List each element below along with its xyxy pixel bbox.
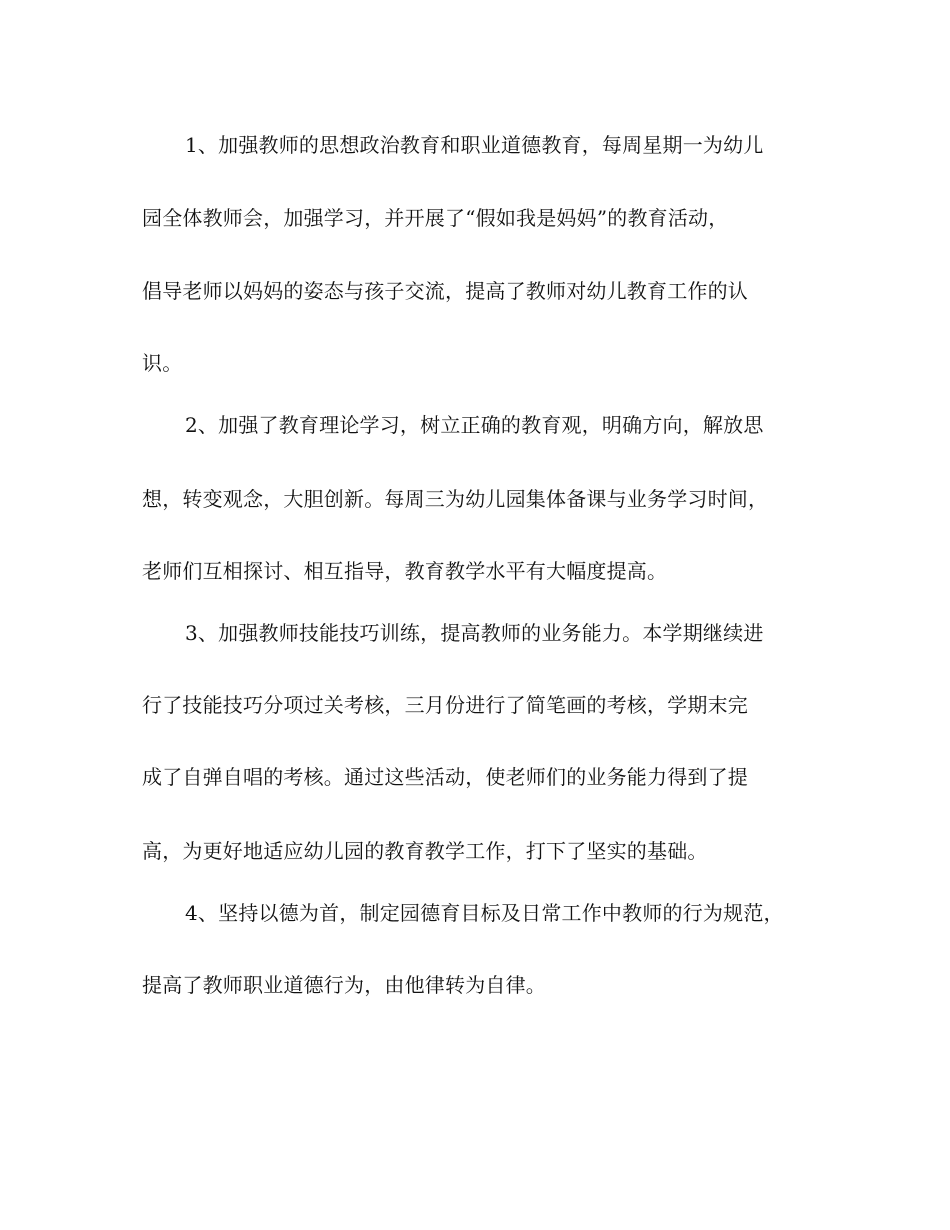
paragraph-line: 2、加强了教育理论学习，树立正确的教育观，明确方向，解放思	[185, 413, 764, 437]
paragraph-line: 倡导老师以妈妈的姿态与孩子交流，提高了教师对幼儿教育工作的认	[142, 279, 748, 303]
paragraph-line: 成了自弹自唱的考核。通过这些活动，使老师们的业务能力得到了提	[142, 765, 748, 789]
paragraph-line: 3、加强教师技能技巧训练，提高教师的业务能力。本学期继续进	[185, 621, 764, 645]
paragraph-line: 1、加强教师的思想政治教育和职业道德教育，每周星期一为幼儿	[185, 133, 764, 157]
paragraph-line: 想，转变观念，大胆创新。每周三为幼儿园集体备课与业务学习时间，	[142, 487, 769, 511]
paragraph-line: 行了技能技巧分项过关考核，三月份进行了简笔画的考核，学期末完	[142, 693, 748, 717]
paragraph-line: 提高了教师职业道德行为，由他律转为自律。	[142, 973, 546, 997]
paragraph-line: 老师们互相探讨、相互指导，教育教学水平有大幅度提高。	[142, 559, 668, 583]
paragraph-line: 高，为更好地适应幼儿园的教育教学工作，打下了坚实的基础。	[142, 839, 708, 863]
paragraph-line: 园全体教师会，加强学习，并开展了“假如我是妈妈”的教育活动，	[142, 206, 729, 230]
paragraph-line: 识。	[142, 351, 183, 375]
paragraph-line: 4、坚持以德为首，制定园德育目标及日常工作中教师的行为规范，	[185, 901, 784, 925]
